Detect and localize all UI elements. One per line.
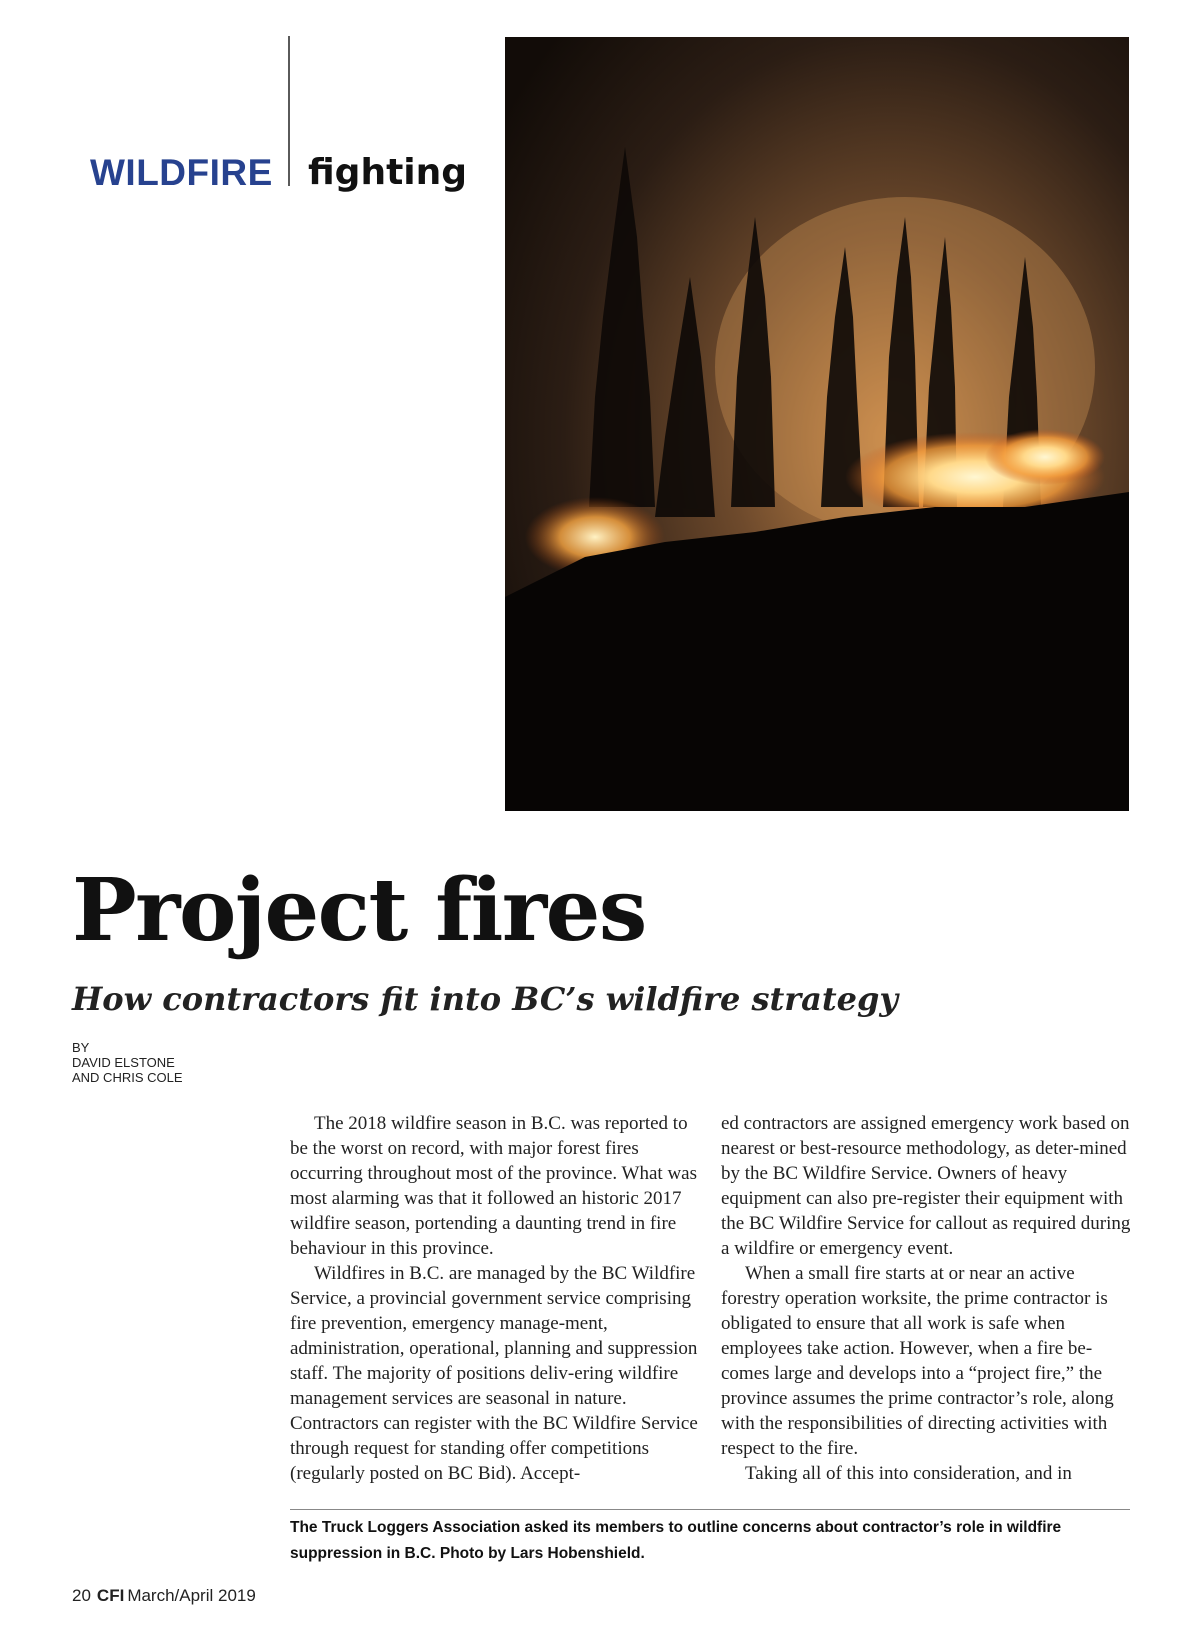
body-paragraph: Wildfires in B.C. are managed by the BC Wildfire Service, a provincial government service comprising fire prevention, emergency manage-ment, administration, operational, planning and suppression staff. The majority of positions deliv-ering wildfire management services are seasonal in nature. Contractors can register with the BC Wildfire Service through request for standing offer competitions (regularly posted on BC Bid). Accept-	[290, 1263, 698, 1484]
section-tag-secondary: fighting	[308, 152, 468, 193]
section-tag-primary: WILDFIRE	[90, 152, 273, 193]
page-footer	[72, 1586, 256, 1606]
caption-divider	[290, 1509, 1130, 1510]
article-deck: How contractors fit into BC’s wildfire strategy	[72, 980, 898, 1018]
body-paragraph: The 2018 wildfire season in B.C. was reported to be the worst on record, with major forest fires occurring throughout most of the province. What was most alarming was that it followed an historic 2017 wildfire season, portending a daunting trend in fire behaviour in this province.	[290, 1113, 697, 1259]
magazine-name: CFI	[96, 1586, 125, 1605]
article-headline: Project fires	[72, 860, 646, 961]
issue-date: March/April 2019	[127, 1586, 256, 1605]
body-paragraph: ed contractors are assigned emergency work based on nearest or best-resource methodology, as deter-mined by the BC Wildfire Service. Owners of heavy equipment can also pre-register their equipment with the BC Wildfire Service for callout as required during a wildfire or emergency event.	[721, 1113, 1131, 1259]
section-tag-divider	[288, 36, 290, 186]
body-paragraph: When a small fire starts at or near an active forestry operation worksite, the prime contractor is obligated to ensure that all work is safe when employees take action. However, when a fire be-comes large and develops into a “project fire,” the province assumes the prime contractor’s role, along with the responsibilities of directing activities with respect to the fire.	[721, 1263, 1114, 1459]
byline-label: BY	[72, 1040, 90, 1055]
wildfire-photo	[505, 37, 1129, 811]
page-number: 20	[72, 1586, 91, 1605]
byline-author: DAVID ELSTONE	[72, 1055, 175, 1070]
article-column-left	[290, 1111, 700, 1486]
byline-author: AND CHRIS COLE	[72, 1070, 183, 1085]
body-paragraph: Taking all of this into consideration, and in	[745, 1463, 1072, 1484]
byline	[72, 1040, 183, 1085]
photo-caption: The Truck Loggers Association asked its members to outline concerns about contractor’s role in wildfire suppression in B.C. Photo by Lars Hobenshield.	[290, 1519, 1062, 1562]
wildfire-photo-image	[505, 37, 1129, 811]
article-column-right	[721, 1111, 1131, 1486]
